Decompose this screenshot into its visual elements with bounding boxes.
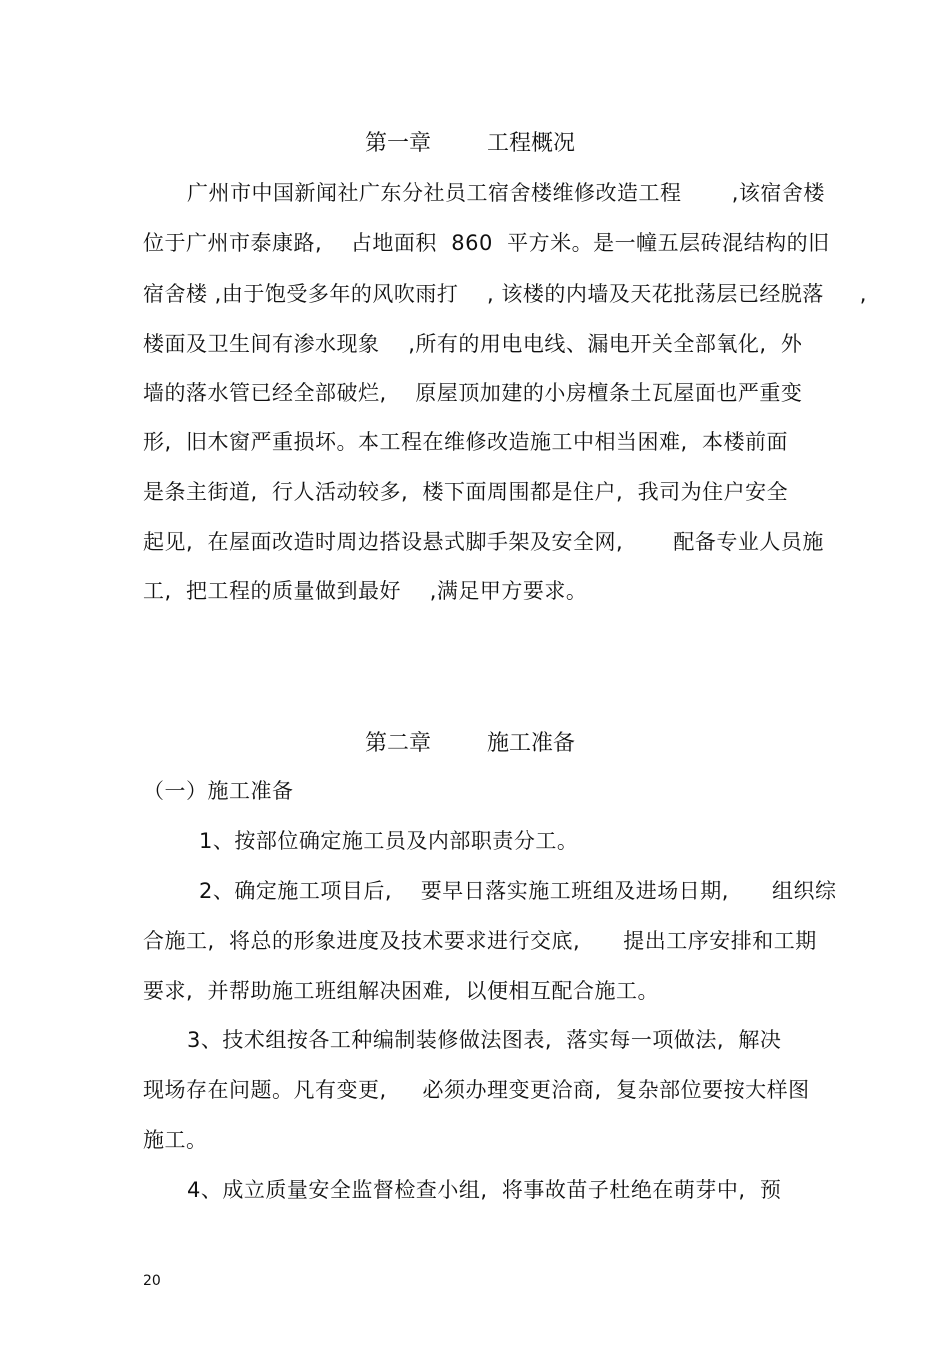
chapter-2-line-1: 1、按部位确定施工员及内部职责分工。: [199, 829, 579, 853]
chapter-1-line-2: 位于广州市泰康路, 占地面积 860 平方米。是一幢五层砖混结构的旧: [143, 231, 830, 255]
chapter-2-section-heading: （一）施工准备: [143, 779, 294, 803]
chapter-2-title: 第二章 施工准备: [365, 731, 575, 756]
chapter-1-line-3: 宿舍楼 ,由于饱受多年的风吹雨打 , 该楼的内墙及天花批荡层已经脱落 ,: [143, 282, 867, 306]
chapter-1-line-1: 广州市中国新闻社广东分社员工宿舍楼维修改造工程 ,该宿舍楼: [187, 181, 825, 205]
chapter-2-line-5: 3、技术组按各工种编制装修做法图表, 落实每一项做法, 解决: [187, 1028, 782, 1052]
chapter-1-line-6: 形, 旧木窗严重损坏。本工程在维修改造施工中相当困难, 本楼前面: [143, 430, 789, 454]
chapter-2-line-8: 4、成立质量安全监督检查小组, 将事故苗子杜绝在萌芽中, 预: [187, 1178, 782, 1202]
chapter-2-line-3: 合施工, 将总的形象进度及技术要求进行交底, 提出工序安排和工期: [143, 929, 817, 953]
chapter-1-line-4: 楼面及卫生间有渗水现象 ,所有的用电电线、漏电开关全部氧化, 外: [143, 332, 803, 356]
chapter-2-line-6: 现场存在问题。凡有变更, 必须办理变更洽商, 复杂部位要按大样图: [143, 1078, 810, 1102]
page-number: 20: [143, 1273, 161, 1289]
chapter-2-line-4: 要求, 并帮助施工班组解决困难, 以便相互配合施工。: [143, 979, 660, 1003]
chapter-2-line-2: 2、确定施工项目后, 要早日落实施工班组及进场日期, 组织综: [199, 879, 837, 903]
chapter-1-line-9: 工, 把工程的质量做到最好 ,满足甲方要求。: [143, 579, 588, 603]
chapter-1-line-8: 起见, 在屋面改造时周边搭设悬式脚手架及安全网, 配备专业人员施: [143, 530, 824, 554]
chapter-2-line-7: 施工。: [143, 1128, 208, 1152]
chapter-1-title: 第一章 工程概况: [365, 131, 575, 156]
chapter-1-line-5: 墙的落水管已经全部破烂, 原屋顶加建的小房檀条土瓦屋面也严重变: [143, 381, 803, 405]
chapter-1-line-7: 是条主街道, 行人活动较多, 楼下面周围都是住户, 我司为住户安全: [143, 480, 789, 504]
